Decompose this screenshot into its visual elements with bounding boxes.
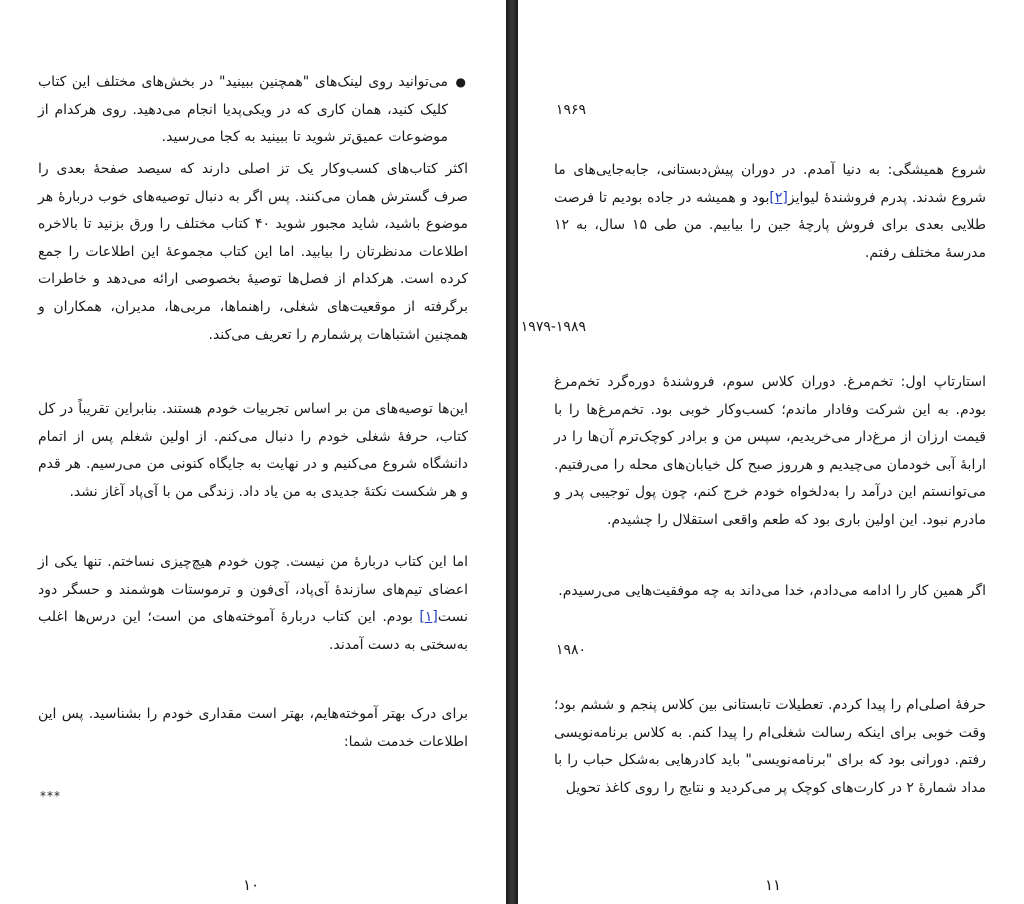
body-paragraph-success: اگر همین کار را ادامه می‌دادم، خدا می‌داند به چه موفقیت‌هایی می‌رسیدم. [558,583,986,599]
section-separator: *** [40,789,61,803]
book-spine-divider [506,0,518,904]
paragraph-3-text-before: اما این کتاب دربارهٔ من نیست. چون خودم هیچ‌چیزی نساختم. تنها یکی از اعضای تیم‌های سازندهٔ آی‌پاد، آی‌فون و ترموستات هوشمند و حسگر دود نست [38,554,468,626]
footnote-link-1[interactable]: [۱] [419,609,438,626]
body-paragraph-3 [38,549,468,659]
paragraph-1969-text-after: بود و همیشه در جاده بودیم تا فرصت طلایی بعدی برای فروش پارچهٔ جین را بیابیم. من طی ۱۵ سال، به ۱۲ مدرسهٔ مختلف رفتم. [554,189,986,261]
year-heading-1969: ۱۹۶۹ [555,102,586,118]
bullet-list-item [38,69,468,152]
body-paragraph-2: این‌ها توصیه‌های من بر اساس تجربیات خودم هستند. بنابراین تقریباً در کل کتاب، حرفهٔ شغلی خودم را دنبال می‌کنم. از اولین شغلم پس از اتمام دانشگاه شروع می‌کنیم و در نهایت به جایگاه کنونی من می‌رسیم. هر قدم و هر شکست نکتهٔ جدیدی به من یاد داد. زندگی من با آی‌پاد آغاز نشد. [38,401,468,500]
bullet-icon: ● [455,75,466,89]
body-paragraph-egg-startup: استارتاپ اول: تخم‌مرغ. دوران کلاس سوم، فروشندهٔ دوره‌گرد تخم‌مرغ بودم. به این شرکت وفادار ماندم؛ کسب‌وکار خوبی بود. تخم‌مرغ‌ها را با قیمت ارزان از مرغ‌دار می‌خریدیم، سپس من و برادر کوچک‌ترم آن‌ها را در ارابهٔ آبی خودمان می‌چیدیم و هرروز صبح کل خیابان‌های محله را می‌رفتیم. می‌توانستم این درآمد را به‌دلخواه خودم خرج کنم، چون پول توجیبی پدر و مادرم نبود. این اولین باری بود که طعم واقعی استقلال را چشیدم. [554,374,986,528]
footnote-link-2[interactable]: [۲] [769,189,788,206]
paragraph-1969-text-before: شروع همیشگی: به دنیا آمدم. در دوران پیش‌دبستانی، جابه‌جایی‌های ما شروع شدند. پدرم فروشندهٔ لیوایز [554,162,986,206]
body-paragraph-1980: حرفهٔ اصلی‌ام را پیدا کردم. تعطیلات تابستانی بین کلاس پنجم و ششم بود؛ وقت خوبی برای اینکه رسالت شغلی‌ام را پیدا کنم. به کلاس برنامه‌نویسی رفتم. دورانی بود که برای "برنامه‌نویسی" باید کادرهایی به‌شکل حباب را با مداد شمارهٔ ۲ در کارت‌های کوچک پر می‌کردید و نتایج را روی کاغذ تحویل [554,697,986,796]
bullet-text: می‌توانید روی لینک‌های "همچنین ببینید" در بخش‌های مختلف این کتاب کلیک کنید، همان کاری که در ویکی‌پدیا انجام می‌دهید. روی هرکدام از موضوعات عمیق‌تر شوید تا ببینید به کجا می‌رسید. [38,74,448,146]
body-paragraph-1: اکثر کتاب‌های کسب‌وکار یک تز اصلی دارند که سیصد صفحهٔ بعدی را صرف گسترش همان می‌کنند. پس اگر به دنبال توصیه‌های خوب دربارهٔ هر موضوع باشید، شاید مجبور شوید ۴۰ کتاب مختلف را ورق بزنید تا بالاخره اطلاعات مدنظرتان را بیابید. اما این کتاب مجموعهٔ این اطلاعات را جمع کرده است. هرکدام از فصل‌ها توصیهٔ بخصوصی ارائه می‌دهد و خاطرات برگرفته از موقعیت‌های شغلی، راهنماها، مربی‌ها، مدیران، همکاران و همچنین اشتباهات پرشمارم را تعریف می‌کند. [38,161,468,343]
left-page [0,0,506,904]
page-number: ۱۰ [243,876,260,894]
body-paragraph-4: برای درک بهتر آموخته‌هایم، بهتر است مقداری خودم را بشناسید. پس این اطلاعات خدمت شما: [38,706,468,750]
paragraph-3-text-after: بودم. این کتاب دربارهٔ آموخته‌های من است؛ این درس‌ها اغلب به‌سختی به دست آمدند. [38,609,468,653]
body-paragraph-1969 [554,157,986,267]
year-heading-1979-1989: ۱۹۷۹-۱۹۸۹ [520,319,586,335]
bullet-paragraph [38,69,468,152]
page-number: ۱۱ [765,876,782,894]
right-page [518,0,1024,904]
year-heading-1980: ۱۹۸۰ [555,642,586,658]
